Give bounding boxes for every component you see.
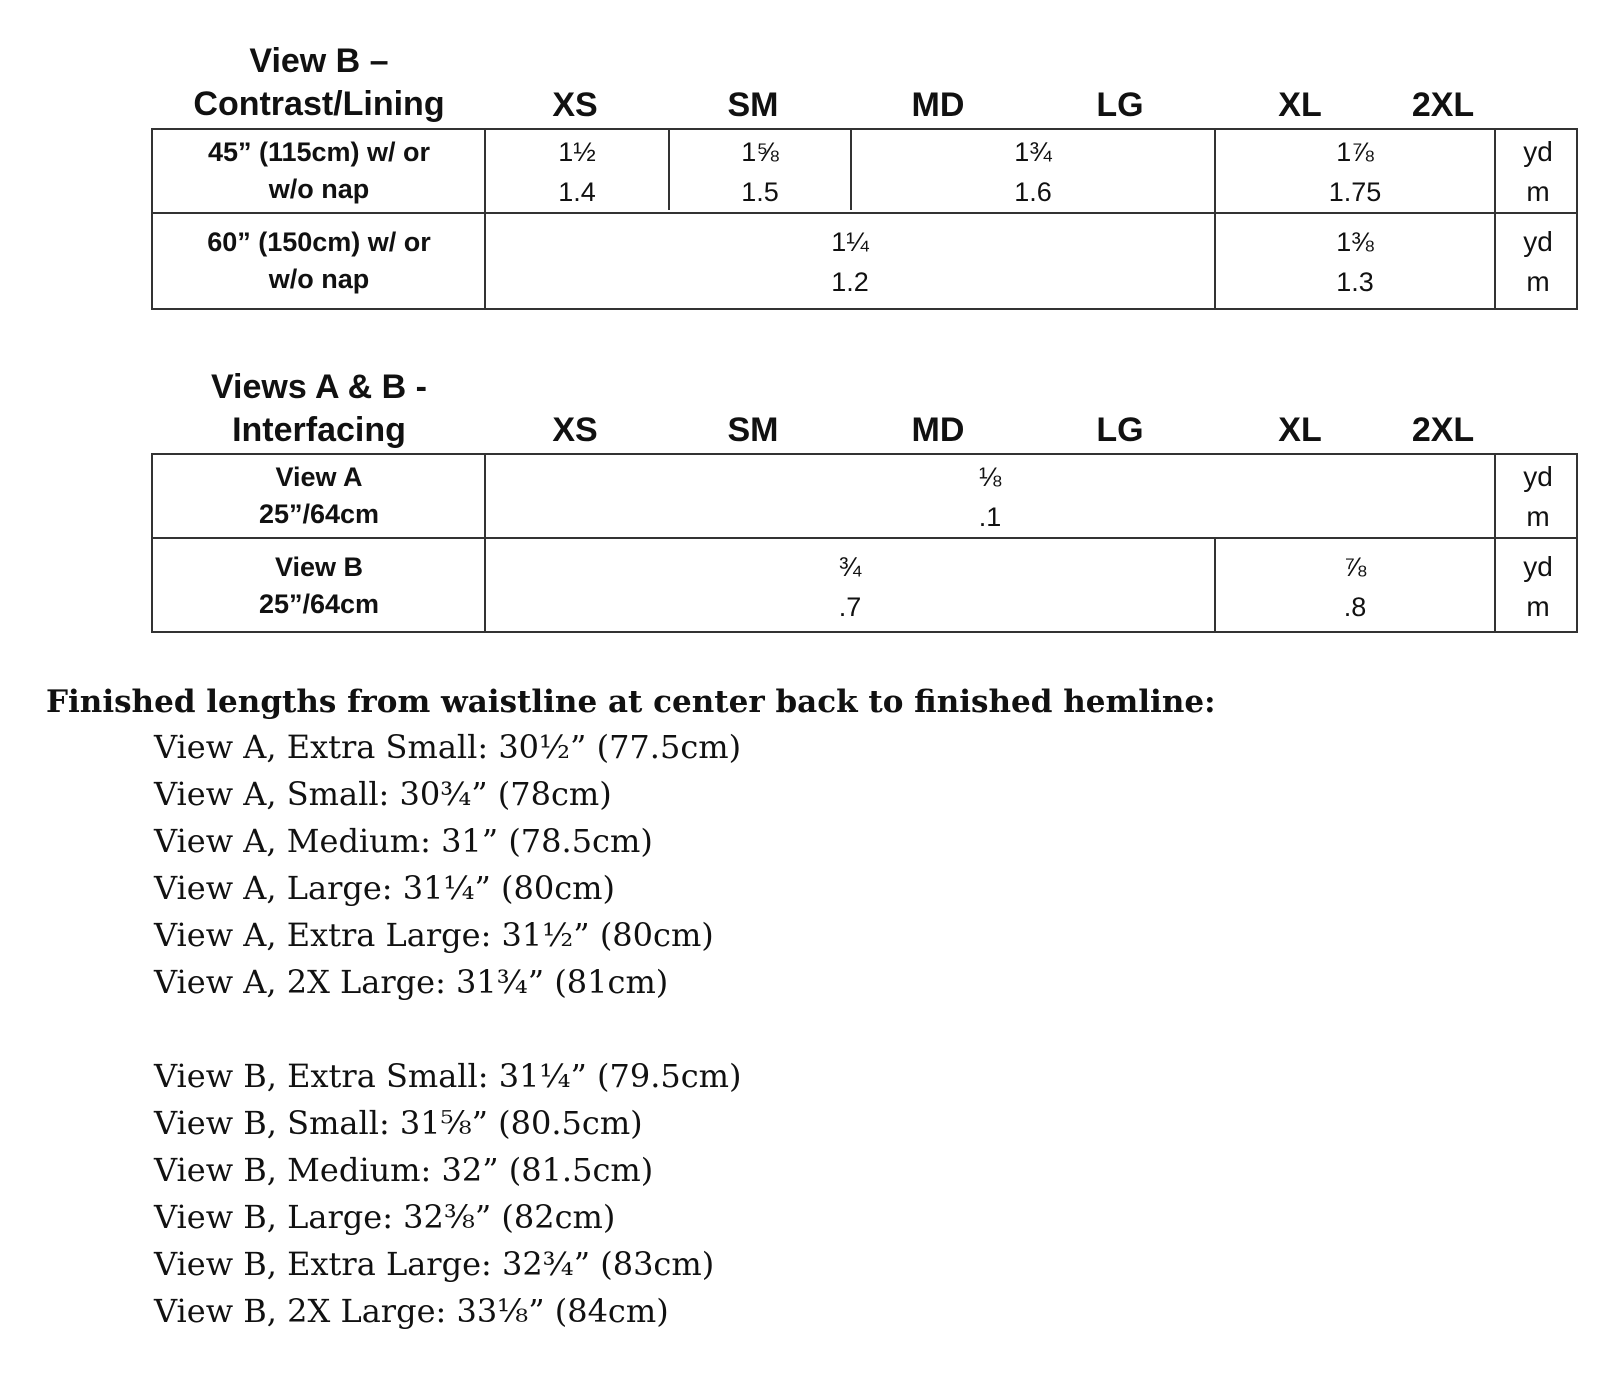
unit-m: m [1526, 176, 1550, 207]
row-label [153, 459, 485, 533]
table-title-line: View B – [249, 42, 389, 80]
length-item: View A, Extra Small: 30½” (77.5cm) [154, 728, 742, 766]
row-label-line: 25”/64cm [258, 589, 380, 619]
yardage-cell [1216, 547, 1494, 627]
yardage-yd: 1⅜ [1336, 227, 1374, 257]
length-item: View A, Large: 31¼” (80cm) [154, 869, 615, 907]
yardage-yd: 1¾ [1014, 137, 1052, 167]
unit-m: m [1526, 266, 1550, 297]
row-label-line: 25”/64cm [258, 499, 380, 529]
size-header-sm: SM [727, 411, 779, 449]
yardage-cell [1216, 132, 1494, 212]
yardage-m: 1.75 [1328, 177, 1382, 207]
yardage-yd: 1¼ [831, 227, 869, 257]
yardage-m: 1.2 [831, 267, 869, 297]
row-label-line: View B [274, 552, 364, 582]
row-label [153, 224, 485, 298]
interfacing-grid [151, 453, 1578, 633]
length-item: View A, Medium: 31” (78.5cm) [154, 822, 653, 860]
finished-lengths-section [46, 680, 1216, 1335]
yardage-cell [486, 222, 1214, 302]
yardage-m: .7 [838, 592, 862, 622]
table-title-line: Views A & B - [210, 368, 428, 406]
size-header-sm: SM [727, 86, 779, 124]
row-divider [153, 537, 1576, 539]
length-item: View B, Large: 32⅜” (82cm) [154, 1198, 616, 1236]
unit-yd: yd [1523, 551, 1553, 582]
yardage-cell [1216, 222, 1494, 302]
yardage-yd: ⅞ [1343, 552, 1367, 582]
unit-m: m [1526, 591, 1550, 622]
unit-cell [1496, 547, 1580, 627]
unit-cell [1496, 457, 1580, 537]
size-header-xs: XS [552, 411, 598, 449]
yardage-m: .8 [1343, 592, 1367, 622]
length-item: View B, Extra Small: 31¼” (79.5cm) [154, 1057, 742, 1095]
row-label-line: 45” (115cm) w/ or [207, 137, 431, 167]
yardage-yd: ⅛ [978, 462, 1002, 492]
yardage-yd: 1⅝ [741, 137, 779, 167]
size-header-md: MD [911, 86, 965, 124]
unit-cell [1496, 222, 1580, 302]
yardage-cell [670, 132, 850, 212]
unit-yd: yd [1523, 136, 1553, 167]
yardage-yd: 1⅞ [1336, 137, 1374, 167]
yardage-m: .1 [978, 502, 1002, 532]
length-item: View B, 2X Large: 33⅛” (84cm) [154, 1292, 669, 1330]
length-item: View A, Extra Large: 31½” (80cm) [154, 916, 714, 954]
unit-cell [1496, 132, 1580, 212]
length-item: View B, Small: 31⅝” (80.5cm) [154, 1104, 643, 1142]
yardage-m: 1.3 [1336, 267, 1374, 297]
length-item: View B, Extra Large: 32¾” (83cm) [154, 1245, 715, 1283]
table-title-line: Contrast/Lining [193, 85, 445, 123]
length-item: View A, 2X Large: 31¾” (81cm) [154, 963, 669, 1001]
row-label-line: w/o nap [268, 174, 370, 204]
yardage-m: 1.6 [1014, 177, 1052, 207]
size-header-xl: XL [1278, 411, 1322, 449]
size-header-2xl: 2XL [1411, 86, 1475, 124]
yardage-m: 1.4 [558, 177, 596, 207]
yardage-cell [486, 132, 668, 212]
length-item: View B, Medium: 32” (81.5cm) [154, 1151, 654, 1189]
row-label-line: w/o nap [268, 264, 370, 294]
yardage-grid [151, 128, 1578, 310]
row-label [153, 134, 485, 208]
size-header-md: MD [911, 411, 965, 449]
view-a-lengths-list [46, 724, 1216, 1006]
view-b-lengths-list [46, 1053, 1216, 1335]
yardage-cell [486, 457, 1494, 537]
table-title [154, 40, 484, 126]
yardage-cell [852, 132, 1214, 212]
row-label [153, 549, 485, 623]
size-header-lg: LG [1096, 86, 1144, 124]
length-item: View A, Small: 30¾” (78cm) [154, 775, 612, 813]
table-title-line: Interfacing [232, 411, 406, 449]
row-divider [153, 212, 1576, 214]
table-title [154, 366, 484, 452]
yardage-m: 1.5 [741, 177, 779, 207]
size-header-xs: XS [552, 86, 598, 124]
yardage-yd: 1½ [558, 137, 596, 167]
size-header-2xl: 2XL [1411, 411, 1475, 449]
size-header-lg: LG [1096, 411, 1144, 449]
yardage-yd: ¾ [838, 552, 862, 582]
row-label-line: 60” (150cm) w/ or [207, 227, 431, 257]
unit-m: m [1526, 501, 1550, 532]
size-header-xl: XL [1278, 86, 1322, 124]
finished-lengths-heading: Finished lengths from waistline at center back to finished hemline: [46, 684, 1216, 720]
yardage-cell [486, 547, 1214, 627]
unit-yd: yd [1523, 226, 1553, 257]
row-label-line: View A [275, 462, 363, 492]
unit-yd: yd [1523, 461, 1553, 492]
list-spacer [46, 1006, 1216, 1053]
